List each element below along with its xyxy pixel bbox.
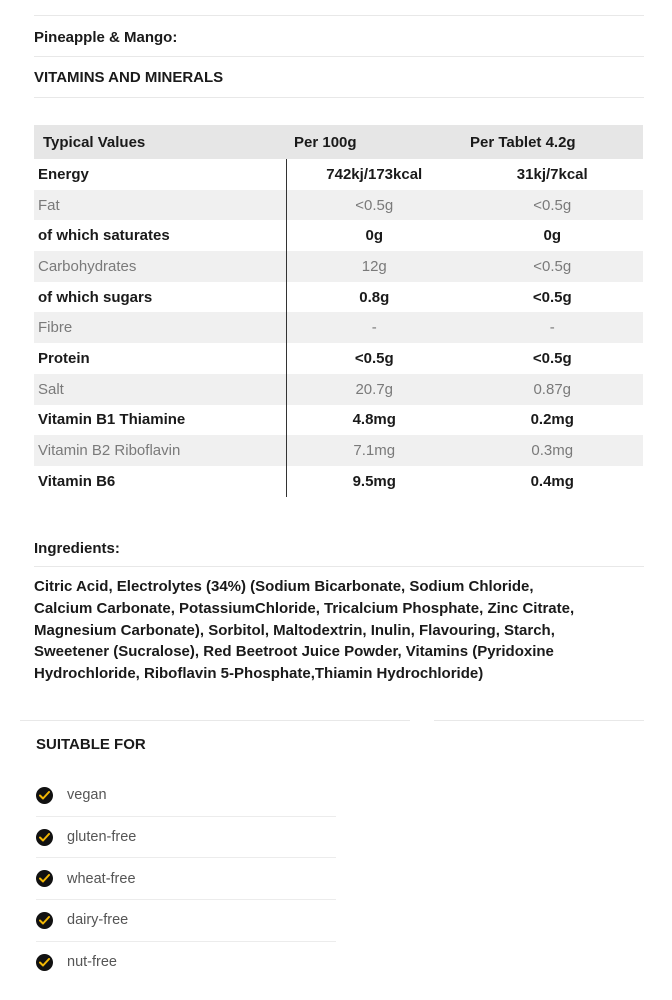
check-circle-icon — [36, 787, 53, 804]
value-per-100g: 7.1mg — [286, 435, 462, 466]
value-per-tablet: <0.5g — [532, 349, 572, 367]
divider — [20, 720, 410, 721]
table-row — [34, 190, 643, 221]
nutrition-header-row — [34, 125, 643, 159]
nutrition-table — [34, 125, 643, 497]
suitable-heading: SUITABLE FOR — [36, 736, 146, 753]
suitable-label: wheat-free — [67, 870, 136, 887]
list-item — [36, 775, 336, 817]
table-row — [34, 251, 643, 282]
list-item — [36, 900, 336, 942]
suitable-for-list — [36, 775, 336, 982]
flavour-label: Pineapple & Mango: — [34, 29, 178, 46]
table-row — [34, 405, 643, 436]
table-row — [34, 220, 643, 251]
nutrient-name: Carbohydrates — [34, 251, 286, 282]
suitable-label: gluten-free — [67, 829, 137, 846]
check-circle-icon — [36, 870, 53, 887]
vitamins-heading: VITAMINS AND MINERALS — [34, 69, 224, 86]
value-per-100g: 20.7g — [286, 374, 462, 405]
value-per-100g: 9.5mg — [352, 472, 396, 490]
list-item — [36, 817, 336, 859]
value-per-tablet: 0g — [543, 227, 561, 245]
ingredients-line: Citric Acid, Electrolytes (34%) (Sodium Bicarbonate, Sodium Chloride, — [34, 578, 534, 595]
nutrient-name: Vitamin B2 Riboflavin — [34, 435, 286, 466]
divider — [34, 56, 644, 57]
nutrient-name: Fat — [34, 190, 286, 221]
value-per-tablet: 31kj/7kcal — [516, 165, 588, 183]
value-per-100g: <0.5g — [354, 349, 394, 367]
list-item — [36, 858, 336, 900]
header-per-100g: Per 100g — [286, 125, 462, 159]
ingredients-heading: Ingredients: — [34, 540, 120, 557]
table-row — [34, 374, 643, 405]
ingredients-line: Calcium Carbonate, PotassiumChloride, Tricalcium Phosphate, Zinc Citrate, — [34, 599, 575, 617]
nutrient-name: Fibre — [34, 312, 286, 343]
value-per-100g: 12g — [286, 251, 462, 282]
value-per-100g: 0.8g — [359, 288, 390, 306]
header-per-tablet: Per Tablet 4.2g — [462, 125, 643, 159]
list-item — [36, 942, 336, 983]
value-per-tablet: 0.4mg — [530, 472, 574, 490]
value-per-100g: 742kj/173kcal — [326, 165, 423, 183]
value-per-tablet: 0.3mg — [462, 435, 643, 466]
divider — [34, 566, 644, 567]
check-circle-icon — [36, 954, 53, 971]
table-row — [34, 466, 643, 497]
header-typical-values: Typical Values — [34, 125, 286, 159]
suitable-label: nut-free — [67, 954, 117, 971]
nutrient-name: Vitamin B1 Thiamine — [34, 405, 286, 436]
table-row — [34, 312, 643, 343]
table-row — [34, 159, 643, 190]
nutrient-name: Protein — [34, 343, 286, 374]
ingredients-line: Hydrochloride, Riboflavin 5-Phosphate,Thiamin Hydrochloride) — [34, 665, 484, 683]
check-circle-icon — [36, 912, 53, 929]
value-per-100g: <0.5g — [286, 190, 462, 221]
ingredients-text — [34, 576, 644, 685]
value-per-tablet: <0.5g — [462, 190, 643, 221]
check-circle-icon — [36, 829, 53, 846]
nutrient-name: of which sugars — [34, 282, 286, 313]
value-per-tablet: <0.5g — [532, 288, 572, 306]
table-row — [34, 435, 643, 466]
value-per-tablet: <0.5g — [462, 251, 643, 282]
divider — [434, 720, 644, 721]
nutrient-name: Energy — [34, 159, 286, 190]
value-per-tablet: - — [462, 312, 643, 343]
nutrient-name: Salt — [34, 374, 286, 405]
divider — [34, 15, 644, 16]
value-per-100g: 0g — [365, 227, 383, 245]
value-per-100g: - — [286, 312, 462, 343]
value-per-tablet: 0.2mg — [530, 411, 574, 429]
table-row — [34, 343, 643, 374]
divider — [34, 97, 644, 98]
ingredients-line: Magnesium Carbonate), Sorbitol, Maltodextrin, Inulin, Flavouring, Starch, — [34, 621, 555, 639]
ingredients-line: Sweetener (Sucralose), Red Beetroot Juice Powder, Vitamins (Pyridoxine — [34, 643, 554, 661]
value-per-tablet: 0.87g — [462, 374, 643, 405]
nutrient-name: Vitamin B6 — [34, 466, 286, 497]
suitable-label: dairy-free — [67, 912, 129, 929]
value-per-100g: 4.8mg — [352, 411, 396, 429]
suitable-label: vegan — [67, 787, 107, 804]
table-row — [34, 282, 643, 313]
nutrient-name: of which saturates — [34, 220, 286, 251]
